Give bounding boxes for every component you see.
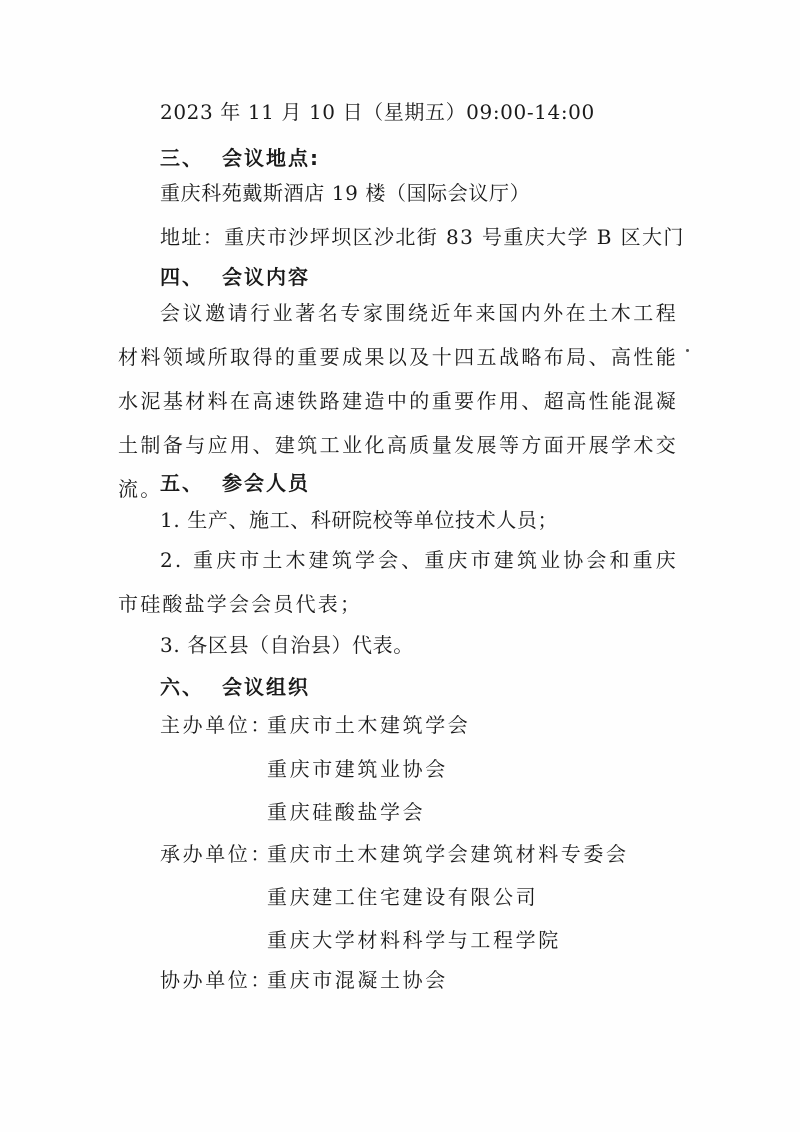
attendee-item-3: 3. 各区县（自治县）代表。 bbox=[160, 633, 414, 657]
organizer-item: 重庆市土木建筑学会建筑材料专委会 bbox=[267, 842, 629, 866]
section-6-title: 会议组织 bbox=[222, 675, 310, 699]
section-4-heading bbox=[160, 264, 310, 290]
address-line: 地址：重庆市沙坪坝区沙北街 83 号重庆大学 B 区大门 bbox=[160, 225, 685, 249]
scan-speck bbox=[686, 349, 689, 352]
coorganizer-label: 协办单位： bbox=[160, 968, 273, 992]
section-3-heading bbox=[160, 145, 320, 171]
attendee-item-1: 1. 生产、施工、科研院校等单位技术人员； bbox=[160, 508, 559, 532]
host-item: 重庆市土木建筑学会 bbox=[267, 713, 471, 737]
host-item: 重庆市建筑业协会 bbox=[267, 757, 448, 781]
host-label: 主办单位： bbox=[160, 713, 273, 737]
section-4-body: 会议邀请行业著名专家围绕近年来国内外在土木工程材料领域所取得的重要成果以及十四五战略布局、高性能水泥基材料在高速铁路建造中的重要作用、超高性能混凝土制备与应用、建筑工业化高质量发展等方面开展学术交流。 bbox=[118, 301, 678, 501]
organizer-item: 重庆大学材料科学与工程学院 bbox=[267, 928, 561, 952]
organizer-label: 承办单位： bbox=[160, 842, 273, 866]
section-4-title: 会议内容 bbox=[222, 265, 310, 289]
section-3-title: 会议地点: bbox=[222, 146, 320, 170]
coorganizer-item: 重庆市混凝土协会 bbox=[267, 968, 448, 992]
section-3-number: 三、 bbox=[160, 146, 204, 170]
organizer-item: 重庆建工住宅建设有限公司 bbox=[267, 885, 539, 909]
section-6-number: 六、 bbox=[160, 675, 204, 699]
section-4-number: 四、 bbox=[160, 265, 204, 289]
section-5-heading bbox=[160, 470, 310, 496]
section-5-number: 五、 bbox=[160, 471, 204, 495]
attendee-item-2: 2. 重庆市土木建筑学会、重庆市建筑业协会和重庆市硅酸盐学会会员代表； bbox=[118, 548, 678, 616]
section-6-heading bbox=[160, 674, 310, 700]
section-5-title: 参会人员 bbox=[222, 471, 310, 495]
venue-line: 重庆科苑戴斯酒店 19 楼（国际会议厅） bbox=[160, 181, 531, 205]
host-item: 重庆硅酸盐学会 bbox=[267, 800, 426, 824]
meeting-date: 2023 年 11 月 10 日（星期五）09:00-14:00 bbox=[160, 100, 595, 124]
